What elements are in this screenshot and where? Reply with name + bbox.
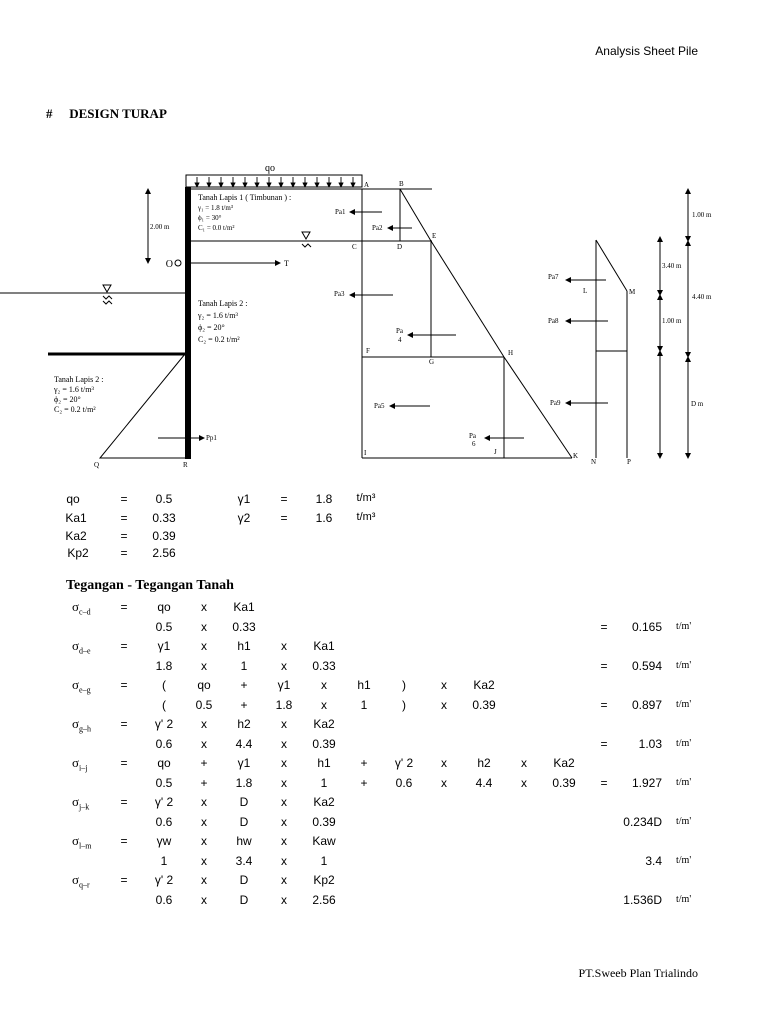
formula-value: 1 — [320, 776, 328, 790]
formula-term: h2 — [477, 756, 491, 770]
label-L: L — [583, 287, 588, 295]
formula-term: Kp2 — [313, 873, 335, 887]
param-g1-value: 1.8 — [315, 492, 333, 506]
layer1-phi: ϕ₁ = 30° — [198, 214, 222, 222]
formula-term: + — [360, 756, 368, 770]
layer2-left-phi: ϕ₂ = 20° — [54, 395, 81, 404]
label-G: G — [429, 358, 435, 366]
formula-value: ) — [402, 698, 406, 712]
stress-subscript: l–m — [79, 841, 92, 851]
formula-value: 3.4 — [235, 854, 253, 868]
formula-term: x — [281, 873, 287, 887]
formula-term: qo — [197, 678, 211, 692]
label-P: P — [627, 458, 631, 466]
stress-equals: = — [120, 600, 128, 614]
formula-value: 1.8 — [275, 698, 293, 712]
param-g2-value: 1.6 — [315, 511, 333, 525]
stress-unit: t/m' — [676, 738, 692, 749]
formula-term: γ' 2 — [394, 756, 414, 770]
label-M: M — [629, 288, 636, 296]
formula-term: Ka2 — [313, 717, 335, 731]
stress-equals: = — [120, 717, 128, 731]
label-pa3: Pa3 — [334, 290, 345, 298]
sigma-symbol: σ — [72, 794, 80, 809]
formula-value: x — [521, 776, 527, 790]
formula-term: γ1 — [157, 639, 171, 653]
sheet-pile — [185, 187, 191, 459]
param-ka1-value: 0.33 — [152, 511, 176, 525]
formula-value: x — [441, 698, 447, 712]
formula-value: x — [201, 815, 207, 829]
stress-unit: t/m' — [676, 894, 692, 905]
formula-value: 0.6 — [155, 815, 173, 829]
stress-subscript: c–d — [79, 607, 91, 617]
formula-value: 0.6 — [155, 893, 173, 907]
formula-term: qo — [157, 600, 171, 614]
formula-term: x — [281, 639, 287, 653]
layer2-mid-text — [197, 299, 247, 344]
result-equals: = — [600, 698, 608, 712]
label-pp1: Pp1 — [206, 434, 217, 442]
stress-subscript: q–r — [79, 880, 90, 890]
stress-equals: = — [120, 795, 128, 809]
formula-value: x — [321, 698, 327, 712]
dim-dm: D m — [691, 400, 704, 408]
stress-label — [72, 716, 91, 734]
water-pressure-diagram — [596, 240, 627, 458]
formula-value: x — [201, 893, 207, 907]
formula-term: γ' 2 — [154, 795, 174, 809]
sigma-symbol: σ — [72, 677, 80, 692]
formula-value: 0.39 — [552, 776, 576, 790]
param-ka2-eq: = — [120, 529, 128, 543]
stress-label — [72, 677, 91, 695]
label-pa6-b: 6 — [472, 440, 476, 448]
label-pa7: Pa7 — [548, 273, 559, 281]
stress-subscript: j–k — [79, 802, 90, 812]
formula-term: h1 — [237, 639, 251, 653]
stress-result: 0.594 — [631, 659, 662, 673]
stress-result: 0.234D — [623, 815, 662, 829]
sigma-symbol: σ — [72, 833, 80, 848]
stress-result: 0.897 — [631, 698, 662, 712]
result-equals: = — [600, 737, 608, 751]
param-ka1-eq: = — [120, 511, 128, 525]
label-J: J — [494, 448, 497, 456]
formula-term: h1 — [357, 678, 371, 692]
formula-term: x — [441, 756, 447, 770]
label-pa4-b: 4 — [398, 336, 402, 344]
formula-term: ( — [162, 678, 166, 692]
stress-subscript: g–h — [79, 724, 92, 734]
param-kp2-value: 2.56 — [152, 546, 176, 560]
formula-value: 0.5 — [155, 620, 173, 634]
formula-value: 0.5 — [155, 776, 173, 790]
stress-unit: t/m' — [676, 855, 692, 866]
formula-term: qo — [157, 756, 171, 770]
label-D: D — [397, 243, 403, 251]
label-pa1: Pa1 — [335, 208, 346, 216]
formula-value: 0.6 — [395, 776, 413, 790]
result-equals: = — [600, 659, 608, 673]
formula-value: D — [239, 815, 249, 829]
formula-value: x — [281, 659, 287, 673]
stress-result: 1.03 — [638, 737, 662, 751]
stress-equals: = — [120, 639, 128, 653]
label-Q: Q — [94, 461, 100, 469]
formula-term: γ1 — [237, 756, 251, 770]
dim-100: 1.00 m — [662, 317, 682, 325]
stress-subscript: i–j — [79, 763, 88, 773]
label-B: B — [399, 180, 404, 188]
formula-value: x — [281, 854, 287, 868]
stress-result: 1.536D — [623, 893, 662, 907]
title-hash: # — [46, 106, 53, 121]
layer1-c: C₁ = 0.0 t/m² — [198, 224, 235, 232]
sheet-pile-diagram — [0, 150, 768, 480]
passive-triangle — [100, 354, 185, 458]
stress-equals: = — [120, 834, 128, 848]
formula-value: 0.33 — [312, 659, 336, 673]
formula-term: γ' 2 — [154, 873, 174, 887]
stress-equals: = — [120, 678, 128, 692]
param-qo-eq: = — [120, 492, 128, 506]
formula-value: 1 — [240, 659, 248, 673]
result-equals: = — [600, 776, 608, 790]
stress-equals: = — [120, 873, 128, 887]
param-kp2-eq: = — [120, 546, 128, 560]
stress-unit: t/m' — [676, 660, 692, 671]
formula-term: x — [521, 756, 527, 770]
section-title: Tegangan - Tegangan Tanah — [66, 578, 234, 593]
surcharge-arrows — [197, 177, 353, 187]
formula-value: 1 — [320, 854, 328, 868]
formula-value: x — [201, 854, 207, 868]
formula-value: x — [281, 815, 287, 829]
param-g1-name: γ1 — [237, 492, 251, 506]
label-pa4-a: Pa — [396, 327, 403, 335]
stress-result: 1.927 — [631, 776, 662, 790]
label-pa9: Pa9 — [550, 399, 561, 407]
formula-value: + — [360, 776, 368, 790]
formula-value: 0.39 — [312, 815, 336, 829]
param-ka1-name: Ka1 — [65, 511, 87, 525]
formula-value: x — [441, 776, 447, 790]
param-g1-eq: = — [280, 492, 288, 506]
formula-value: 4.4 — [475, 776, 493, 790]
dim-440: 4.40 m — [692, 293, 712, 301]
stress-unit: t/m' — [676, 777, 692, 788]
layer1-gamma: γ₁ = 1.8 t/m³ — [198, 204, 233, 212]
param-ka2-name: Ka2 — [65, 529, 87, 543]
sigma-symbol: σ — [72, 755, 80, 770]
stress-result: 3.4 — [645, 854, 662, 868]
stress-result: 0.165 — [631, 620, 662, 634]
stress-unit: t/m' — [676, 816, 692, 827]
param-g2-name: γ2 — [237, 511, 251, 525]
title-text: DESIGN TURAP — [69, 106, 167, 121]
stress-label — [72, 638, 91, 656]
formula-term: ) — [402, 678, 406, 692]
layer2-left-gamma: γ₂ = 1.6 t/m³ — [54, 385, 94, 394]
layer2-mid-phi: ϕ₂ = 20° — [198, 323, 225, 332]
formula-value: 1.8 — [155, 659, 173, 673]
label-K: K — [573, 452, 579, 460]
dim-340: 3.40 m — [662, 262, 682, 270]
anchor-point-O — [175, 260, 181, 266]
formula-value: 0.33 — [232, 620, 256, 634]
formula-term: γ1 — [277, 678, 291, 692]
param-g2-eq: = — [280, 511, 288, 525]
label-N: N — [591, 458, 597, 466]
label-H: H — [508, 349, 514, 357]
formula-value: x — [201, 737, 207, 751]
stress-label — [72, 599, 91, 617]
sigma-symbol: σ — [72, 716, 80, 731]
formula-term: γ' 2 — [154, 717, 174, 731]
label-O: O — [165, 259, 173, 270]
param-qo-name: qo — [66, 492, 80, 506]
formula-value: + — [240, 698, 248, 712]
stress-label — [72, 755, 87, 773]
formula-term: x — [201, 600, 207, 614]
formula-value: 1 — [360, 698, 368, 712]
formula-term: x — [281, 717, 287, 731]
formula-value: ( — [162, 698, 166, 712]
stress-equals: = — [120, 756, 128, 770]
formula-term: + — [240, 678, 248, 692]
formula-value: 2.56 — [312, 893, 336, 907]
formula-value: 1.8 — [235, 776, 253, 790]
formula-value: 1 — [160, 854, 168, 868]
dim-2m-label: 2.00 m — [150, 223, 170, 231]
formula-value: 0.5 — [195, 698, 213, 712]
dim-1m-top: 1.00 m — [692, 211, 712, 219]
formula-term: x — [201, 795, 207, 809]
document-title — [46, 106, 167, 122]
formula-value: x — [281, 893, 287, 907]
formula-term: + — [200, 756, 208, 770]
sigma-symbol: σ — [72, 638, 80, 653]
label-E: E — [432, 232, 437, 240]
formula-term: h1 — [317, 756, 331, 770]
formula-term: x — [441, 678, 447, 692]
layer2-left-text — [53, 375, 103, 414]
formula-term: D — [239, 873, 249, 887]
layer2-left-c: C₂ = 0.2 t/m² — [54, 405, 96, 414]
formula-term: h2 — [237, 717, 251, 731]
stress-label — [72, 872, 90, 890]
formula-term: Kaw — [312, 834, 336, 848]
label-pa6-a: Pa — [469, 432, 476, 440]
formula-term: x — [281, 795, 287, 809]
formula-value: 0.39 — [472, 698, 496, 712]
formula-term: Ka1 — [233, 600, 255, 614]
label-pa8: Pa8 — [548, 317, 559, 325]
formula-term: D — [239, 795, 249, 809]
formula-value: x — [281, 737, 287, 751]
formula-term: Ka2 — [553, 756, 575, 770]
param-ka2-value: 0.39 — [152, 529, 176, 543]
formula-value: D — [239, 893, 249, 907]
formula-term: x — [201, 717, 207, 731]
formula-term: x — [201, 834, 207, 848]
qo-label: qo — [265, 163, 275, 174]
formula-value: x — [201, 620, 207, 634]
formula-value: 0.39 — [312, 737, 336, 751]
layer1-name: Tanah Lapis 1 ( Timbunan ) : — [198, 193, 292, 202]
force-arrows — [350, 212, 608, 438]
label-F: F — [366, 347, 370, 355]
label-pa2: Pa2 — [372, 224, 383, 232]
layer2-mid-name: Tanah Lapis 2 : — [198, 299, 248, 308]
layer2-mid-c: C₂ = 0.2 t/m² — [198, 335, 240, 344]
formula-value: x — [201, 659, 207, 673]
label-C: C — [352, 243, 357, 251]
param-kp2-name: Kp2 — [67, 546, 89, 560]
sigma-symbol: σ — [72, 599, 80, 614]
formula-value: 0.6 — [155, 737, 173, 751]
page-footer: PT.Sweeb Plan Trialindo — [578, 966, 698, 980]
formula-term: x — [321, 678, 327, 692]
label-R: R — [183, 461, 188, 469]
label-I: I — [364, 449, 367, 457]
formula-term: hw — [236, 834, 252, 848]
formula-value: + — [200, 776, 208, 790]
formula-value: 4.4 — [235, 737, 253, 751]
formula-value: x — [281, 776, 287, 790]
stress-unit: t/m' — [676, 621, 692, 632]
stress-unit: t/m' — [676, 699, 692, 710]
result-equals: = — [600, 620, 608, 634]
layer1-text — [197, 193, 291, 232]
formula-term: Ka2 — [313, 795, 335, 809]
layer2-mid-gamma: γ₂ = 1.6 t/m³ — [198, 311, 238, 320]
formula-term: γw — [156, 834, 172, 848]
param-g2-unit: t/m³ — [356, 511, 376, 523]
label-A: A — [364, 181, 370, 189]
stress-label — [72, 794, 89, 812]
formula-term: x — [201, 873, 207, 887]
formula-term: x — [281, 834, 287, 848]
formula-term: Ka1 — [313, 639, 335, 653]
formula-term: x — [201, 639, 207, 653]
param-g1-unit: t/m³ — [356, 492, 376, 504]
stress-subscript: e–g — [79, 685, 91, 695]
label-pa5: Pa5 — [374, 402, 385, 410]
formula-term: Ka2 — [473, 678, 495, 692]
sigma-symbol: σ — [72, 872, 80, 887]
param-qo-value: 0.5 — [155, 492, 173, 506]
stress-subscript: d–e — [79, 646, 91, 656]
label-T: T — [284, 259, 289, 268]
formula-term: x — [281, 756, 287, 770]
page-header: Analysis Sheet Pile — [595, 44, 698, 58]
pressure-diagram — [362, 189, 572, 458]
stress-label — [72, 833, 91, 851]
layer2-left-name: Tanah Lapis 2 : — [54, 375, 104, 384]
surcharge-load — [186, 175, 362, 187]
